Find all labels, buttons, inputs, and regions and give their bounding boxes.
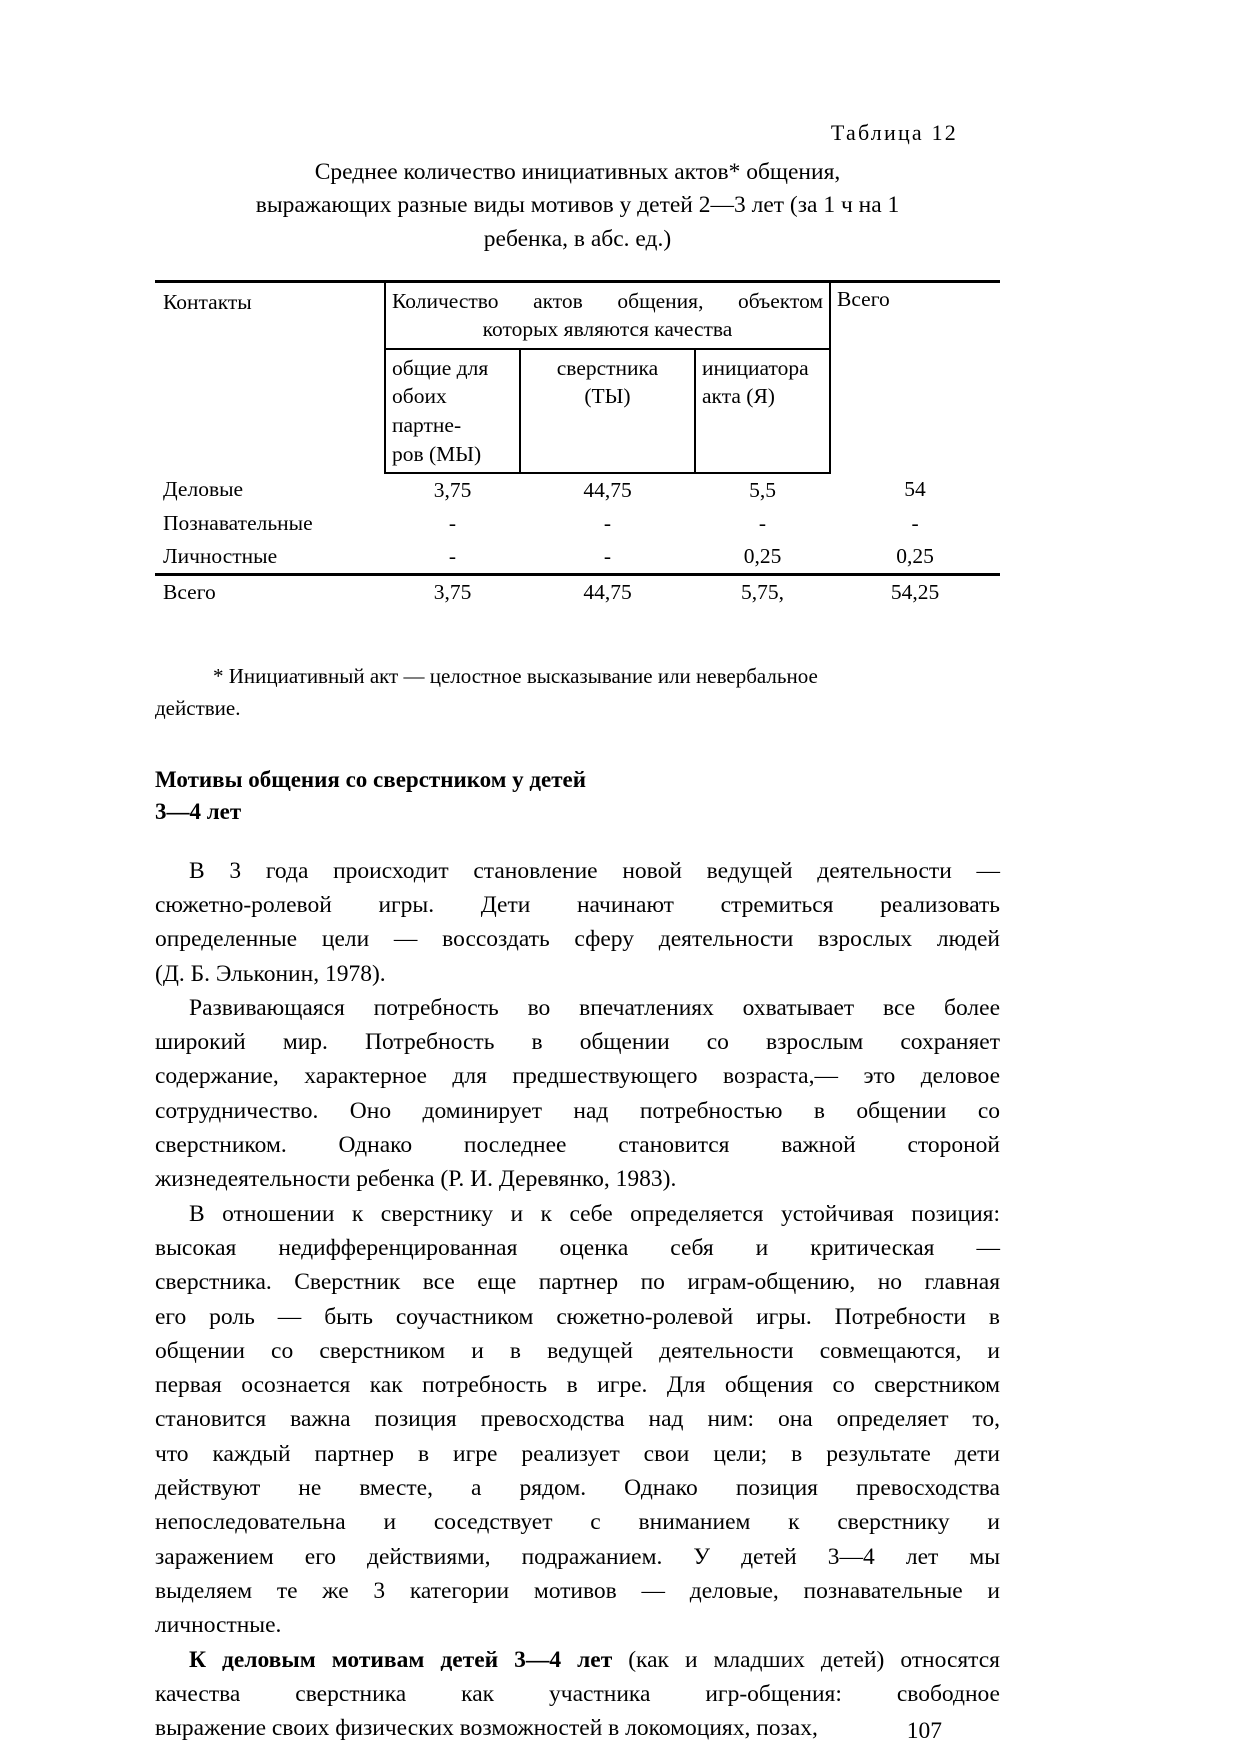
paragraph-1 bbox=[155, 854, 1000, 991]
p3-line-10: непоследовательна и соседствует с вниманием к сверстнику и bbox=[155, 1509, 1000, 1536]
motives-table bbox=[155, 280, 1000, 609]
p3-line-2: высокая недифференцированная оценка себя и критическая — bbox=[155, 1234, 1000, 1261]
table-title bbox=[155, 156, 1000, 256]
p4-bold-lead: К деловым мотивам детей 3—4 лет bbox=[189, 1646, 613, 1673]
header-group-line-1: Количество актов общения, объектом bbox=[392, 289, 824, 314]
cell-delovye-total: 54 bbox=[904, 477, 926, 502]
p3-line-4: его роль — быть соучастником сюжетно-ролевой игры. Потребности в bbox=[155, 1303, 1000, 1330]
cell-poznavatelnye-total: - bbox=[911, 511, 919, 536]
table-title-line-3: ребенка, в абс. ед.) bbox=[483, 225, 672, 252]
p3-line-9: действуют не вместе, а рядом. Однако позиция превосходства bbox=[155, 1475, 1000, 1502]
table-title-line-1: Среднее количество инициативных актов* общения, bbox=[314, 159, 841, 185]
cell-delovye-my: 3,75 bbox=[433, 478, 472, 503]
header-group-qualities bbox=[385, 282, 830, 349]
p3-line-8: что каждый партнер в игре реализует свои цели; в результате дети bbox=[155, 1440, 1000, 1467]
p4-line-1-rest: (как и младших детей) относятся bbox=[612, 1646, 1000, 1673]
page-content bbox=[155, 120, 1000, 1745]
p2-line-5: сверстником. Однако последнее становится важной стороной bbox=[155, 1132, 1000, 1159]
p2-line-6: жизнедеятельности ребенка (Р. И. Деревянко, 1983). bbox=[155, 1166, 677, 1193]
cell-poznavatelnye-ty: - bbox=[603, 511, 612, 536]
footnote-line-2: действие. bbox=[155, 695, 241, 720]
p4-line-3-text: выражение своих физических возможностей в локомоциях, позах, bbox=[155, 1715, 818, 1742]
header-sub-ya-line-1: инициатора bbox=[702, 355, 809, 380]
total-cell-total: 54,25 bbox=[890, 580, 940, 605]
footnote-line-1: * Инициативный акт — целостное высказывание или невербальное bbox=[213, 664, 818, 689]
p3-line-5: общении со сверстником и в ведущей деятельности совмещаются, и bbox=[155, 1337, 1000, 1364]
paragraph-3 bbox=[155, 1197, 1000, 1643]
paragraph-2 bbox=[155, 991, 1000, 1197]
cell-delovye-ya: 5,5 bbox=[749, 478, 776, 503]
p1-line-4: (Д. Б. Эльконин, 1978). bbox=[155, 960, 386, 987]
table-row bbox=[155, 540, 1000, 575]
p2-line-1: Развивающаяся потребность во впечатлениях охватывает все более bbox=[189, 994, 1000, 1021]
cell-poznavatelnye-my: - bbox=[448, 511, 457, 536]
paragraph-4 bbox=[155, 1643, 1000, 1746]
page-number: 107 bbox=[906, 1718, 942, 1745]
header-sub-my bbox=[385, 349, 520, 473]
header-sub-my-line-1: общие для bbox=[392, 355, 489, 380]
header-sub-ty bbox=[520, 349, 695, 473]
header-sub-my-line-3: ров (МЫ) bbox=[392, 441, 482, 466]
cell-lichnostnye-my: - bbox=[385, 540, 520, 575]
p3-line-1: В отношении к сверстнику и к себе определяется устойчивая позиция: bbox=[189, 1200, 1000, 1227]
total-row-label: Всего bbox=[163, 580, 216, 605]
row-label-delovye: Деловые bbox=[163, 477, 244, 502]
row-label-poznavatelnye: Познавательные bbox=[163, 511, 313, 536]
header-group-line-2: которых являются качества bbox=[482, 317, 733, 342]
header-sub-ya-line-2: акта (Я) bbox=[702, 384, 775, 409]
section-heading-line-2: 3—4 лет bbox=[155, 798, 242, 824]
p4-line-2: качества сверстника как участника игр-общения: свободное bbox=[155, 1680, 1000, 1707]
p1-line-3: определенные цели — воссоздать сферу деятельности взрослых людей bbox=[155, 926, 1000, 953]
p3-line-12: выделяем те же 3 категории мотивов — деловые, познавательные и bbox=[155, 1577, 1000, 1604]
header-contacts: Контакты bbox=[155, 282, 385, 474]
header-sub-ty-line-1: сверстника bbox=[556, 355, 659, 380]
table-total-row bbox=[155, 575, 1000, 610]
total-cell-my: 3,75 bbox=[433, 580, 472, 605]
cell-lichnostnye-ty: - bbox=[520, 540, 695, 575]
p3-line-6: первая осознается как потребность в игре. Для общения со сверстником bbox=[155, 1372, 1000, 1399]
p2-line-3: содержание, характерное для предшествующего возраста,— это деловое bbox=[155, 1063, 1000, 1090]
cell-lichnostnye-ya: 0,25 bbox=[695, 540, 830, 575]
p3-line-7: становится важна позиция превосходства над ним: она определяет то, bbox=[155, 1406, 1000, 1433]
table-row bbox=[155, 473, 1000, 507]
cell-lichnostnye-total: 0,25 bbox=[830, 540, 1000, 575]
p3-line-3: сверстника. Сверстник все еще партнер по играм-общению, но главная bbox=[155, 1269, 1000, 1296]
header-sub-my-line-2: обоих партне- bbox=[392, 384, 462, 438]
section-heading bbox=[155, 764, 1000, 827]
row-label-lichnostnye: Личностные bbox=[155, 540, 385, 575]
table-number-label: Таблица 12 bbox=[830, 120, 958, 145]
p3-line-13: личностные. bbox=[155, 1612, 282, 1639]
table-header-row-1 bbox=[155, 282, 1000, 349]
table-row bbox=[155, 507, 1000, 540]
p1-line-1: В 3 года происходит становление новой ведущей деятельности — bbox=[189, 857, 1000, 884]
total-cell-ty: 44,75 bbox=[583, 580, 632, 605]
section-heading-line-1: Мотивы общения со сверстником у детей bbox=[155, 767, 586, 793]
header-total: Всего bbox=[830, 282, 1000, 474]
total-cell-ya: 5,75, bbox=[741, 580, 785, 605]
p3-line-11: заражением его действиями, подражанием. У детей 3—4 лет мы bbox=[155, 1543, 1000, 1570]
p4-line-3 bbox=[155, 1711, 1000, 1745]
p2-line-2: широкий мир. Потребность в общении со взрослым сохраняет bbox=[155, 1029, 1000, 1056]
table-footnote bbox=[155, 661, 1000, 724]
p4-line-1 bbox=[155, 1643, 1000, 1677]
p2-line-4: сотрудничество. Оно доминирует над потребностью в общении со bbox=[155, 1097, 1000, 1124]
p1-line-2: сюжетно-ролевой игры. Дети начинают стремиться реализовать bbox=[155, 891, 1000, 918]
cell-poznavatelnye-ya: - bbox=[758, 511, 767, 536]
table-wrapper bbox=[155, 280, 1000, 609]
table-title-line-2: выражающих разные виды мотивов у детей 2—3 лет (за 1 ч на 1 bbox=[255, 192, 900, 219]
cell-delovye-ty: 44,75 bbox=[583, 478, 632, 503]
header-sub-ty-line-2: (ТЫ) bbox=[584, 384, 631, 409]
header-sub-ya bbox=[695, 349, 830, 473]
